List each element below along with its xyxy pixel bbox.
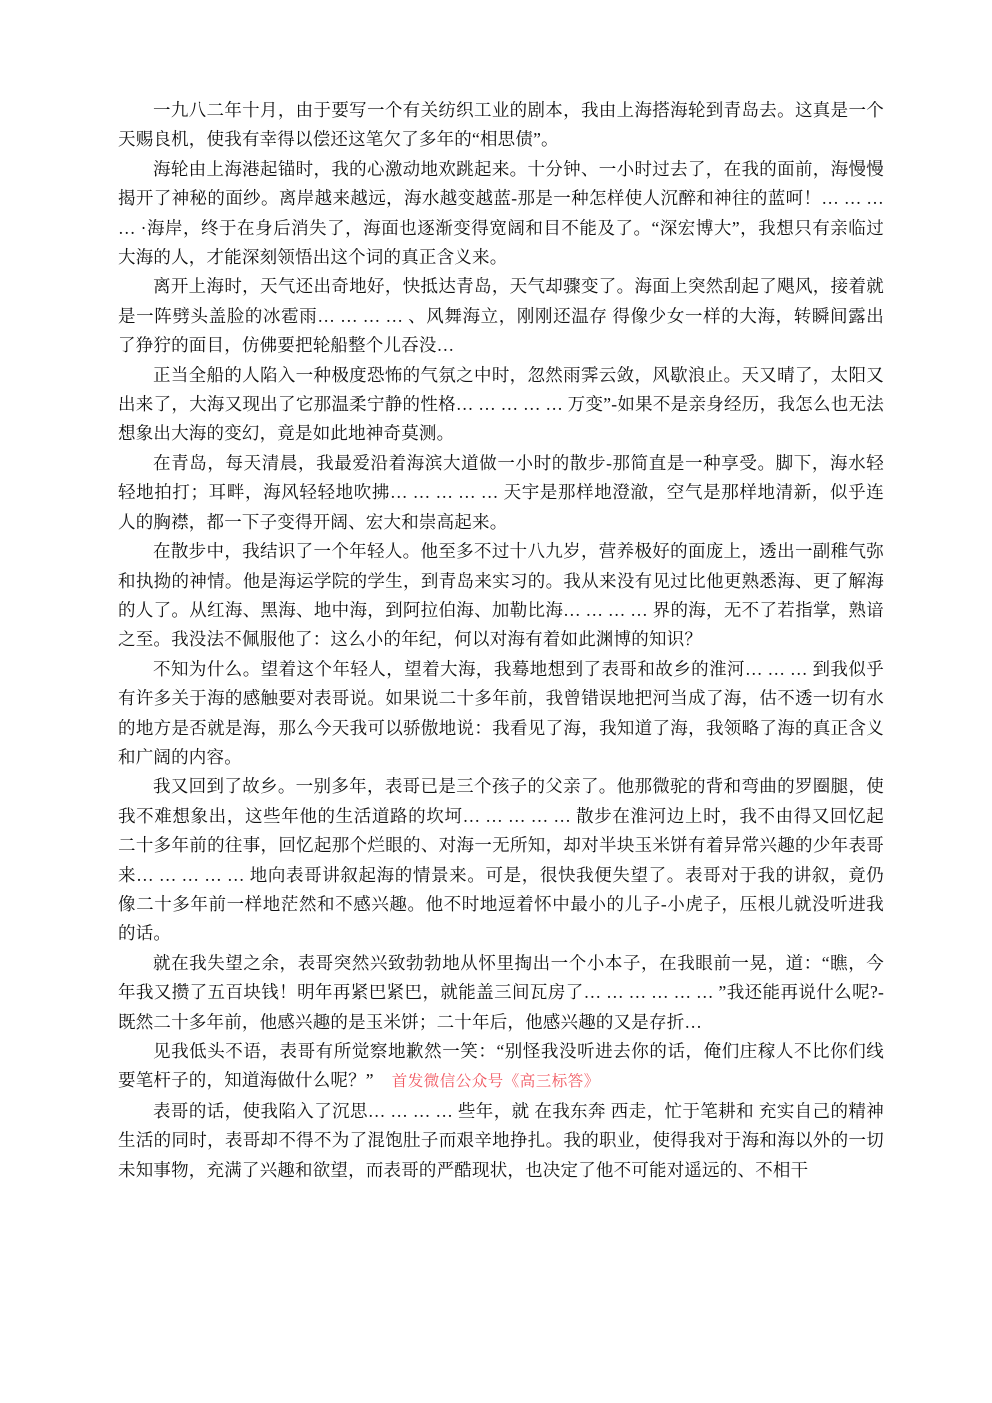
paragraph-7	[118, 655, 884, 773]
paragraph-10	[118, 1037, 884, 1097]
red-watermark-text: 首发微信公众号《高三标答》	[391, 1073, 600, 1091]
paragraph-text: 我又回到了故乡。一别多年，表哥已是三个孩子的父亲了。他那微驼的背和弯曲的罗圈腿，使我不难想象出，这些年他的生活道路的坎坷… … … … … 散步在淮河边上时，我不由得又回忆起二十多年前的往事，回忆起那个烂眼的、对海一无所知，却对半块玉米饼有着异常兴趣的少年表哥来… … … … … 地向表哥讲叙起海的情景来。可是，很快我便失望了。表哥对于我的讲叙，竟仍像二十多年前一样地茫然和不感兴趣。他不时地逗着怀中最小的儿子-小虎子，压根儿就没听进我的话。	[118, 776, 884, 944]
paragraph-6	[118, 537, 884, 655]
paragraph-text: 表哥的话，使我陷入了沉思… … … … 些年，就 在我东奔 西走，忙于笔耕和 充实自己的精神生活的同时，表哥却不得不为了混饱肚子而艰辛地挣扎。我的职业，使得我对于海和海以外的一切未知事物，充满了兴趣和欲望，而表哥的严酷现状，也决定了他不可能对遥远的、不相干	[118, 1100, 884, 1180]
paragraph-text: 离开上海时，天气还出奇地好，快抵达青岛，天气却骤变了。海面上突然刮起了飓风，接着就是一阵劈头盖脸的冰雹雨… … … … 、风舞海立，刚刚还温存 得像少女一样的大海，转瞬间露出了狰狞的面目，仿佛要把轮船整个儿吞没…	[118, 276, 884, 356]
paragraph-9	[118, 949, 884, 1037]
document-body	[118, 96, 884, 1185]
paragraph-text: 在青岛，每天清晨，我最爱沿着海滨大道做一小时的散步-那简直是一种享受。脚下，海水轻轻地拍打；耳畔，海风轻轻地吹拂… … … … … 天宇是那样地澄澈，空气是那样地清新，似乎连人的胸襟，都一下子变得开阔、宏大和崇高起来。	[118, 452, 884, 532]
paragraph-11	[118, 1097, 884, 1185]
paragraph-text: 正当全船的人陷入一种极度恐怖的气氛之中时，忽然雨霁云敛，风歇浪止。天又晴了，太阳又出来了，大海又现出了它那温柔宁静的性格… … … … … 万变”-如果不是亲身经历，我怎么也无法想象出大海的变幻，竟是如此地神奇莫测。	[118, 364, 884, 444]
paragraph-text: 海轮由上海港起锚时，我的心激动地欢跳起来。十分钟、一小时过去了，在我的面前，海慢慢揭开了神秘的面纱。离岸越来越远，海水越变越蓝-那是一种怎样使人沉醉和神往的蓝呵！… … … … ·海岸，终于在身后消失了，海面也逐渐变得宽阔和目不能及了。“深宏博大”，我想只有亲临过大海的人，才能深刻领悟出这个词的真正含义来。	[118, 158, 884, 268]
paragraph-1	[118, 96, 884, 155]
paragraph-text: 见我低头不语，表哥有所觉察地歉然一笑：“别怪我没听进去你的话，俺们庄稼人不比你们线要笔杆子的，知道海做什么呢？”	[118, 1041, 884, 1091]
paragraph-text: 一九八二年十月，由于要写一个有关纺织工业的剧本，我由上海搭海轮到青岛去。这真是一个天赐良机，使我有幸得以偿还这笔欠了多年的“相思债”。	[118, 100, 884, 150]
paragraph-8	[118, 772, 884, 948]
paragraph-4	[118, 361, 884, 449]
paragraph-2	[118, 155, 884, 273]
paragraph-text: 就在我失望之余，表哥突然兴致勃勃地从怀里掏出一个小本子，在我眼前一晃，道：“瞧，今年我又攒了五百块钱！明年再紧巴紧巴，就能盖三间瓦房了… … … … … … ”我还能再说什么呢?-既然二十多年前，他感兴趣的是玉米饼；二十年后，他感兴趣的又是存折…	[118, 952, 884, 1032]
paragraph-text: 在散步中，我结识了一个年轻人。他至多不过十八九岁，营养极好的面庞上，透出一副稚气弥和执拗的神情。他是海运学院的学生，到青岛来实习的。我从来没有见过比他更熟悉海、更了解海的人了。从红海、黑海、地中海，到阿拉伯海、加勒比海… … … … 界的海，无不了若指掌，熟谙之至。我没法不佩服他了：这么小的年纪，何以对海有着如此渊博的知识？	[118, 541, 884, 650]
paragraph-text: 不知为什么。望着这个年轻人，望着大海，我蓦地想到了表哥和故乡的淮河… … … 到我似乎有许多关于海的感触要对表哥说。如果说二十多年前，我曾错误地把河当成了海，估不透一切有水的地方是否就是海，那么今天我可以骄傲地说：我看见了海，我知道了海，我领略了海的真正含义和广阔的内容。	[118, 658, 884, 767]
paragraph-5	[118, 449, 884, 537]
paragraph-3	[118, 272, 884, 360]
